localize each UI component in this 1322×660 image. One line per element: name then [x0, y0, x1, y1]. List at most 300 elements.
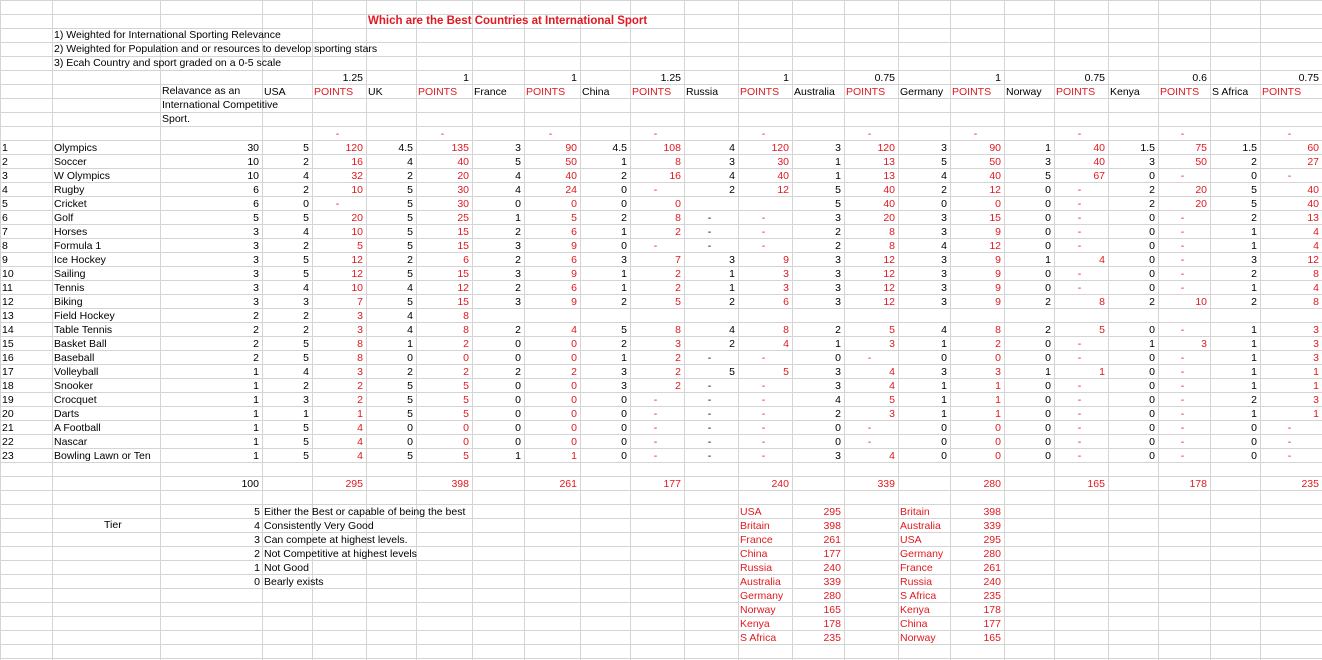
points-cell: 0: [463, 436, 469, 448]
points-cell: -: [1180, 436, 1185, 448]
points-dash: -: [973, 128, 978, 140]
points-cell: 3: [1313, 338, 1319, 350]
grade-cell: 0: [1149, 324, 1155, 336]
points-cell: 40: [989, 170, 1001, 182]
points-cell: 32: [351, 170, 363, 182]
points-cell: 120: [345, 142, 363, 154]
points-cell: 5: [889, 394, 895, 406]
points-cell: -: [761, 240, 766, 252]
points-cell: 8: [675, 156, 681, 168]
points-cell: 24: [565, 184, 577, 196]
grade-cell: 0: [1045, 352, 1051, 364]
row-number: 19: [2, 394, 14, 406]
summary-country: S Africa: [740, 632, 777, 644]
grade-cell: 0: [621, 184, 627, 196]
grade-cell: 2: [621, 170, 627, 182]
grade-cell: 2: [515, 226, 521, 238]
ranked-points: 261: [983, 562, 1001, 574]
grade-cell: 0: [1149, 268, 1155, 280]
grade-cell: -: [707, 212, 712, 224]
relevance-value: 10: [247, 170, 259, 182]
points-cell: 120: [877, 142, 895, 154]
grade-cell: -: [707, 408, 712, 420]
relevance-value: 3: [253, 254, 259, 266]
grade-cell: 2: [303, 240, 309, 252]
points-cell: -: [653, 450, 658, 462]
country-weight: 1: [463, 72, 469, 84]
summary-points: 240: [823, 562, 841, 574]
country-name: Norway: [1006, 86, 1042, 98]
points-cell: -: [1287, 422, 1292, 434]
points-cell: -: [1180, 380, 1185, 392]
points-cell: 2: [357, 394, 363, 406]
points-cell: 2: [675, 352, 681, 364]
points-cell: -: [867, 436, 872, 448]
points-cell: 5: [463, 394, 469, 406]
grade-cell: 4: [729, 142, 735, 154]
points-cell: 135: [451, 142, 469, 154]
points-total: 398: [451, 478, 469, 490]
grade-cell: 3: [835, 212, 841, 224]
grade-cell: 5: [515, 156, 521, 168]
grade-cell: 2: [729, 184, 735, 196]
grade-cell: 5: [1045, 170, 1051, 182]
points-cell: 9: [995, 254, 1001, 266]
points-cell: 5: [889, 324, 895, 336]
points-cell: 20: [351, 212, 363, 224]
points-cell: -: [1180, 226, 1185, 238]
grade-cell: 0: [1045, 422, 1051, 434]
grade-cell: 1: [729, 268, 735, 280]
grade-cell: 4: [303, 170, 309, 182]
country-weight: 0.75: [874, 72, 895, 84]
grade-cell: 5: [729, 366, 735, 378]
grade-cell: 3: [835, 366, 841, 378]
grade-cell: 2: [1149, 198, 1155, 210]
ranked-country: S Africa: [900, 590, 937, 602]
grade-cell: 0: [407, 352, 413, 364]
grade-cell: 0: [1149, 408, 1155, 420]
points-cell: 8: [783, 324, 789, 336]
points-cell: -: [761, 394, 766, 406]
points-header: POINTS: [1262, 86, 1302, 98]
points-cell: 2: [675, 380, 681, 392]
row-number: 8: [2, 240, 8, 252]
points-cell: 20: [1195, 184, 1207, 196]
grade-cell: 2: [729, 296, 735, 308]
points-cell: 40: [1093, 142, 1105, 154]
points-cell: 12: [457, 282, 469, 294]
grade-cell: 0: [1045, 450, 1051, 462]
points-cell: 8: [1099, 296, 1105, 308]
points-cell: 3: [357, 324, 363, 336]
relevance-header-2: International Competitive: [162, 99, 279, 111]
points-cell: -: [1180, 282, 1185, 294]
points-cell: -: [1180, 394, 1185, 406]
sport-name: W Olympics: [54, 170, 110, 182]
relevance-value: 10: [247, 156, 259, 168]
points-header: POINTS: [632, 86, 672, 98]
grade-cell: 0: [515, 198, 521, 210]
points-cell: 8: [995, 324, 1001, 336]
points-cell: 12: [351, 268, 363, 280]
points-cell: 40: [1307, 198, 1319, 210]
sport-name: A Football: [54, 422, 101, 434]
grade-cell: 0: [1045, 240, 1051, 252]
ranked-country: Russia: [900, 576, 933, 588]
points-cell: 0: [571, 422, 577, 434]
grade-cell: 2: [1251, 394, 1257, 406]
grade-cell: 5: [407, 226, 413, 238]
points-cell: 1: [1313, 408, 1319, 420]
points-cell: 0: [675, 198, 681, 210]
points-cell: 20: [883, 212, 895, 224]
points-cell: 8: [1313, 268, 1319, 280]
points-cell: 1: [995, 394, 1001, 406]
grade-cell: 0: [1149, 366, 1155, 378]
summary-country: France: [740, 534, 773, 546]
ranked-country: China: [900, 618, 928, 630]
points-cell: 13: [883, 156, 895, 168]
grade-cell: 1: [621, 268, 627, 280]
points-header: POINTS: [1160, 86, 1200, 98]
grade-cell: 2: [407, 254, 413, 266]
sport-name: Bowling Lawn or Ten: [54, 450, 151, 462]
points-header: POINTS: [526, 86, 566, 98]
points-cell: 3: [889, 338, 895, 350]
points-cell: -: [1077, 338, 1082, 350]
grade-cell: 1.5: [1242, 142, 1257, 154]
grade-cell: 0: [1149, 226, 1155, 238]
ranked-country: France: [900, 562, 933, 574]
sport-name: Biking: [54, 296, 83, 308]
grade-cell: 3: [941, 226, 947, 238]
points-cell: -: [1077, 226, 1082, 238]
points-cell: 6: [783, 296, 789, 308]
summary-country: Australia: [740, 576, 781, 588]
points-cell: 5: [463, 450, 469, 462]
points-cell: 4: [1313, 240, 1319, 252]
points-cell: 40: [457, 156, 469, 168]
points-cell: 15: [989, 212, 1001, 224]
points-cell: 9: [783, 254, 789, 266]
grade-cell: 0: [941, 198, 947, 210]
grade-cell: 2: [515, 324, 521, 336]
points-cell: 6: [571, 282, 577, 294]
grade-cell: 4: [407, 310, 413, 322]
points-cell: 0: [571, 394, 577, 406]
points-cell: 1: [995, 380, 1001, 392]
row-number: 17: [2, 366, 14, 378]
grade-cell: 4: [303, 282, 309, 294]
country-name: USA: [264, 86, 286, 98]
points-cell: -: [1077, 184, 1082, 196]
grade-cell: 4: [303, 226, 309, 238]
points-cell: 0: [995, 352, 1001, 364]
country-weight: 1: [571, 72, 577, 84]
points-cell: -: [653, 436, 658, 448]
grade-cell: 5: [407, 394, 413, 406]
points-cell: 50: [1195, 156, 1207, 168]
row-number: 9: [2, 254, 8, 266]
grade-cell: -: [707, 380, 712, 392]
points-cell: -: [761, 408, 766, 420]
points-cell: -: [1287, 450, 1292, 462]
points-cell: 50: [989, 156, 1001, 168]
grade-cell: 3: [941, 268, 947, 280]
points-cell: -: [1180, 254, 1185, 266]
summary-points: 280: [823, 590, 841, 602]
grade-cell: 5: [1251, 184, 1257, 196]
points-cell: 25: [457, 212, 469, 224]
grade-cell: 5: [621, 324, 627, 336]
grade-cell: 4: [515, 170, 521, 182]
grade-cell: 0: [303, 198, 309, 210]
sport-name: Volleyball: [54, 366, 99, 378]
grade-cell: 5: [941, 156, 947, 168]
relevance-value: 3: [253, 226, 259, 238]
grade-cell: 0: [515, 436, 521, 448]
points-cell: 9: [995, 296, 1001, 308]
points-cell: -: [1077, 450, 1082, 462]
points-cell: 0: [995, 450, 1001, 462]
points-cell: 30: [777, 156, 789, 168]
grade-cell: 1: [1251, 366, 1257, 378]
grade-cell: 2: [621, 296, 627, 308]
grade-cell: 0: [941, 450, 947, 462]
points-cell: 13: [1307, 212, 1319, 224]
grade-cell: 4: [941, 240, 947, 252]
grade-cell: 0: [1045, 212, 1051, 224]
country-name: Australia: [794, 86, 835, 98]
points-cell: 0: [995, 422, 1001, 434]
grade-cell: 0: [621, 198, 627, 210]
grade-cell: 0: [1149, 170, 1155, 182]
relevance-value: 1: [253, 394, 259, 406]
grade-cell: 3: [835, 296, 841, 308]
points-total: 339: [877, 478, 895, 490]
ranked-points: 339: [983, 520, 1001, 532]
country-weight: 1: [783, 72, 789, 84]
points-cell: 5: [357, 240, 363, 252]
grade-cell: 2: [1251, 212, 1257, 224]
sport-name: Table Tennis: [54, 324, 113, 336]
points-cell: 4: [889, 366, 895, 378]
tier-description: Not Good: [264, 562, 309, 574]
points-total: 295: [345, 478, 363, 490]
grade-cell: -: [707, 226, 712, 238]
points-header: POINTS: [846, 86, 886, 98]
sport-name: Formula 1: [54, 240, 102, 252]
grade-cell: 0: [1045, 380, 1051, 392]
points-cell: 40: [1093, 156, 1105, 168]
points-cell: -: [1180, 352, 1185, 364]
ranked-points: 398: [983, 506, 1001, 518]
grade-cell: 0: [1149, 212, 1155, 224]
tier-number: 0: [254, 576, 260, 588]
points-cell: 15: [457, 296, 469, 308]
points-cell: 8: [675, 324, 681, 336]
ranked-country: Britain: [900, 506, 930, 518]
grade-cell: 1: [1251, 408, 1257, 420]
grade-cell: 2: [303, 310, 309, 322]
grade-cell: 4: [515, 184, 521, 196]
sport-name: Golf: [54, 212, 74, 224]
points-cell: 3: [1313, 324, 1319, 336]
points-cell: 8: [675, 212, 681, 224]
points-cell: -: [761, 380, 766, 392]
grade-cell: 3: [1149, 156, 1155, 168]
grade-cell: 3: [835, 380, 841, 392]
ranked-country: USA: [900, 534, 922, 546]
grade-cell: 1: [1045, 366, 1051, 378]
grade-cell: 2: [729, 338, 735, 350]
points-cell: 12: [1307, 254, 1319, 266]
points-cell: 4: [357, 436, 363, 448]
points-total: 178: [1189, 478, 1207, 490]
points-cell: 3: [995, 366, 1001, 378]
grade-cell: 0: [1149, 282, 1155, 294]
grade-cell: 1: [621, 352, 627, 364]
grade-cell: -: [707, 352, 712, 364]
relevance-value: 1: [253, 450, 259, 462]
points-cell: 108: [663, 142, 681, 154]
points-cell: 40: [565, 170, 577, 182]
grade-cell: 0: [515, 352, 521, 364]
grade-cell: 5: [303, 254, 309, 266]
grade-cell: 3: [941, 142, 947, 154]
points-cell: -: [1287, 170, 1292, 182]
relevance-value: 1: [253, 408, 259, 420]
tier-number: 2: [254, 548, 260, 560]
relevance-value: 1: [253, 436, 259, 448]
points-cell: -: [867, 352, 872, 364]
grade-cell: 2: [303, 184, 309, 196]
points-cell: -: [1180, 268, 1185, 280]
points-cell: 1: [1099, 366, 1105, 378]
tier-description: Consistently Very Good: [264, 520, 374, 532]
grade-cell: 0: [1045, 268, 1051, 280]
grade-cell: 4: [835, 394, 841, 406]
tier-label: Tier: [104, 519, 122, 531]
ranked-country: Germany: [900, 548, 944, 560]
grade-cell: 2: [941, 184, 947, 196]
grade-cell: 0: [835, 352, 841, 364]
grade-cell: 5: [407, 408, 413, 420]
grade-cell: 0: [941, 352, 947, 364]
grade-cell: 1: [835, 338, 841, 350]
points-cell: 1: [995, 408, 1001, 420]
points-cell: 2: [463, 338, 469, 350]
row-number: 11: [2, 282, 13, 294]
grade-cell: 0: [941, 422, 947, 434]
relevance-header-3: Sport.: [162, 113, 191, 125]
grade-cell: 3: [515, 268, 521, 280]
grade-cell: 3: [941, 212, 947, 224]
summary-country: China: [740, 548, 768, 560]
points-cell: -: [653, 422, 658, 434]
points-cell: 5: [675, 296, 681, 308]
points-cell: 4: [1313, 226, 1319, 238]
relevance-value: 30: [247, 142, 259, 154]
points-cell: 20: [457, 170, 469, 182]
row-number: 7: [2, 226, 8, 238]
grade-cell: 0: [1045, 198, 1051, 210]
points-cell: 6: [571, 226, 577, 238]
grade-cell: 1: [835, 170, 841, 182]
grade-cell: 1: [835, 156, 841, 168]
grade-cell: 3: [1045, 156, 1051, 168]
grade-cell: 0: [1045, 184, 1051, 196]
points-cell: 4: [1313, 282, 1319, 294]
points-total: 235: [1301, 478, 1319, 490]
grade-cell: 0: [621, 450, 627, 462]
grade-cell: 4.5: [398, 142, 413, 154]
points-cell: -: [761, 436, 766, 448]
points-cell: 90: [565, 142, 577, 154]
grade-cell: 5: [407, 184, 413, 196]
grade-cell: 1: [941, 394, 947, 406]
points-cell: -: [1180, 324, 1185, 336]
grade-cell: 4: [729, 324, 735, 336]
points-cell: 16: [351, 156, 363, 168]
points-total: 240: [771, 478, 789, 490]
points-cell: 15: [457, 226, 469, 238]
grade-cell: 0: [515, 422, 521, 434]
summary-country: Britain: [740, 520, 770, 532]
points-cell: 0: [571, 380, 577, 392]
sport-name: Ice Hockey: [54, 254, 106, 266]
points-header: POINTS: [1056, 86, 1096, 98]
summary-country: Kenya: [740, 618, 770, 630]
grade-cell: 1: [1251, 226, 1257, 238]
points-cell: 2: [995, 338, 1001, 350]
grade-cell: 2: [1045, 324, 1051, 336]
points-cell: 8: [889, 240, 895, 252]
grade-cell: 0: [1045, 226, 1051, 238]
grade-cell: 1: [407, 338, 413, 350]
sport-name: Field Hockey: [54, 310, 115, 322]
grade-cell: 0: [1149, 422, 1155, 434]
country-name: S Africa: [1212, 86, 1249, 98]
points-dash: -: [548, 128, 553, 140]
grade-cell: 1: [1149, 338, 1155, 350]
grade-cell: 1: [621, 226, 627, 238]
grade-cell: 5: [303, 338, 309, 350]
points-cell: 15: [457, 240, 469, 252]
country-weight: 1: [995, 72, 1001, 84]
tier-number: 1: [254, 562, 260, 574]
points-cell: -: [653, 184, 658, 196]
sport-name: Crocquet: [54, 394, 97, 406]
points-header: POINTS: [952, 86, 992, 98]
country-name: France: [474, 86, 507, 98]
grade-cell: 0: [515, 338, 521, 350]
points-cell: -: [761, 422, 766, 434]
sport-name: Darts: [54, 408, 80, 420]
points-cell: -: [653, 408, 658, 420]
grade-cell: 0: [1149, 380, 1155, 392]
points-cell: 3: [889, 408, 895, 420]
grade-cell: 5: [303, 142, 309, 154]
grade-cell: 2: [303, 324, 309, 336]
country-name: Kenya: [1110, 86, 1140, 98]
sport-name: Tennis: [54, 282, 85, 294]
row-number: 13: [2, 310, 14, 322]
relevance-value: 3: [253, 282, 259, 294]
points-cell: 9: [571, 296, 577, 308]
points-cell: 8: [1313, 296, 1319, 308]
